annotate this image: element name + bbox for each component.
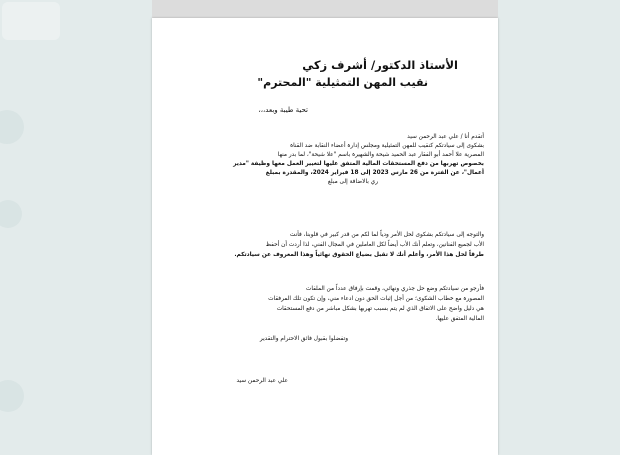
paragraph-line: بشكوى إلى سيادتكم كنقيب للمهن التمثيلية ومجلس إدارة أعضاء النقابة ضد القناة	[290, 143, 484, 149]
paragraph-line: المصورة مع خطاب الشكوى؛ من أجل إثبات الحق دون ادعاء مني، وإن تكون تلك المرفقات	[268, 296, 484, 302]
paragraph-line: والتوجه إلى سيادتكم بشكوى لحل الأمر ودياً لما لكم من قدر كبير في قلوبنا، فأنت	[289, 232, 484, 238]
greeting: تحية طيبة وبعد،،،	[258, 106, 308, 114]
paragraph-line: أعمال"، عن الفترة من 26 مارس 2023 إلى 18 فبراير 2024، والمقدرة بمبلغ	[265, 170, 484, 176]
background-thumbnail	[2, 2, 60, 40]
closing-line: وتفضلوا بقبول فائق الاحترام والتقدير	[259, 336, 348, 342]
paragraph-line: بخصوص تهربها من دفع المستحقات المالية المتفق عليها لتغيير العمل معها وظيفة "مدير	[233, 161, 484, 167]
signature: علي عبد الرحمن سيد	[236, 378, 288, 384]
paragraph-line: أتقدم أنا / علي عبد الرحمن سيد	[407, 134, 484, 140]
recipient-title: نقيب المهن التمثيلية "المحترم"	[257, 76, 428, 89]
recipient-name: الأستاذ الدكتور/ أشرف زكي	[302, 58, 458, 72]
background-decoration	[0, 380, 24, 412]
paragraph-line: فأرجو من سيادتكم وضع حل جذري ونهائي، وقمت بإرفاق عدداً من الملفات	[305, 286, 484, 292]
viewer-toolbar	[152, 0, 498, 19]
paragraph-line: المالية المتفق عليها.	[435, 316, 484, 322]
paragraph-line: ري بالاضافة إلى مبلغ	[327, 179, 378, 185]
document-page	[152, 18, 498, 455]
paragraph-line: طرقاً لحل هذا الأمر، وأعلم أنك لا تقبل بضياع الحقوق نهائياً وهذا المعروف عن سيادتكم.	[234, 252, 484, 258]
paragraph-line: الأب لجميع الفنانين، وتعلم أنك الأب أيضاً لكل العاملين في المجال الفني، لذا أردت أن أحفظ	[265, 242, 484, 248]
paragraph-line: المصرية علا أحمد أبو الفقار عبد الحميد شيحة والشهيرة باسم "علا شيحة"، لما بدر منها	[277, 152, 484, 158]
background-decoration	[0, 110, 24, 144]
paragraph-line: هي دليل واضح على الاتفاق الذي لم يتم بسبب تهربها بشكل مباشر من دفع المستحقات	[276, 306, 484, 312]
background-decoration	[0, 200, 22, 228]
